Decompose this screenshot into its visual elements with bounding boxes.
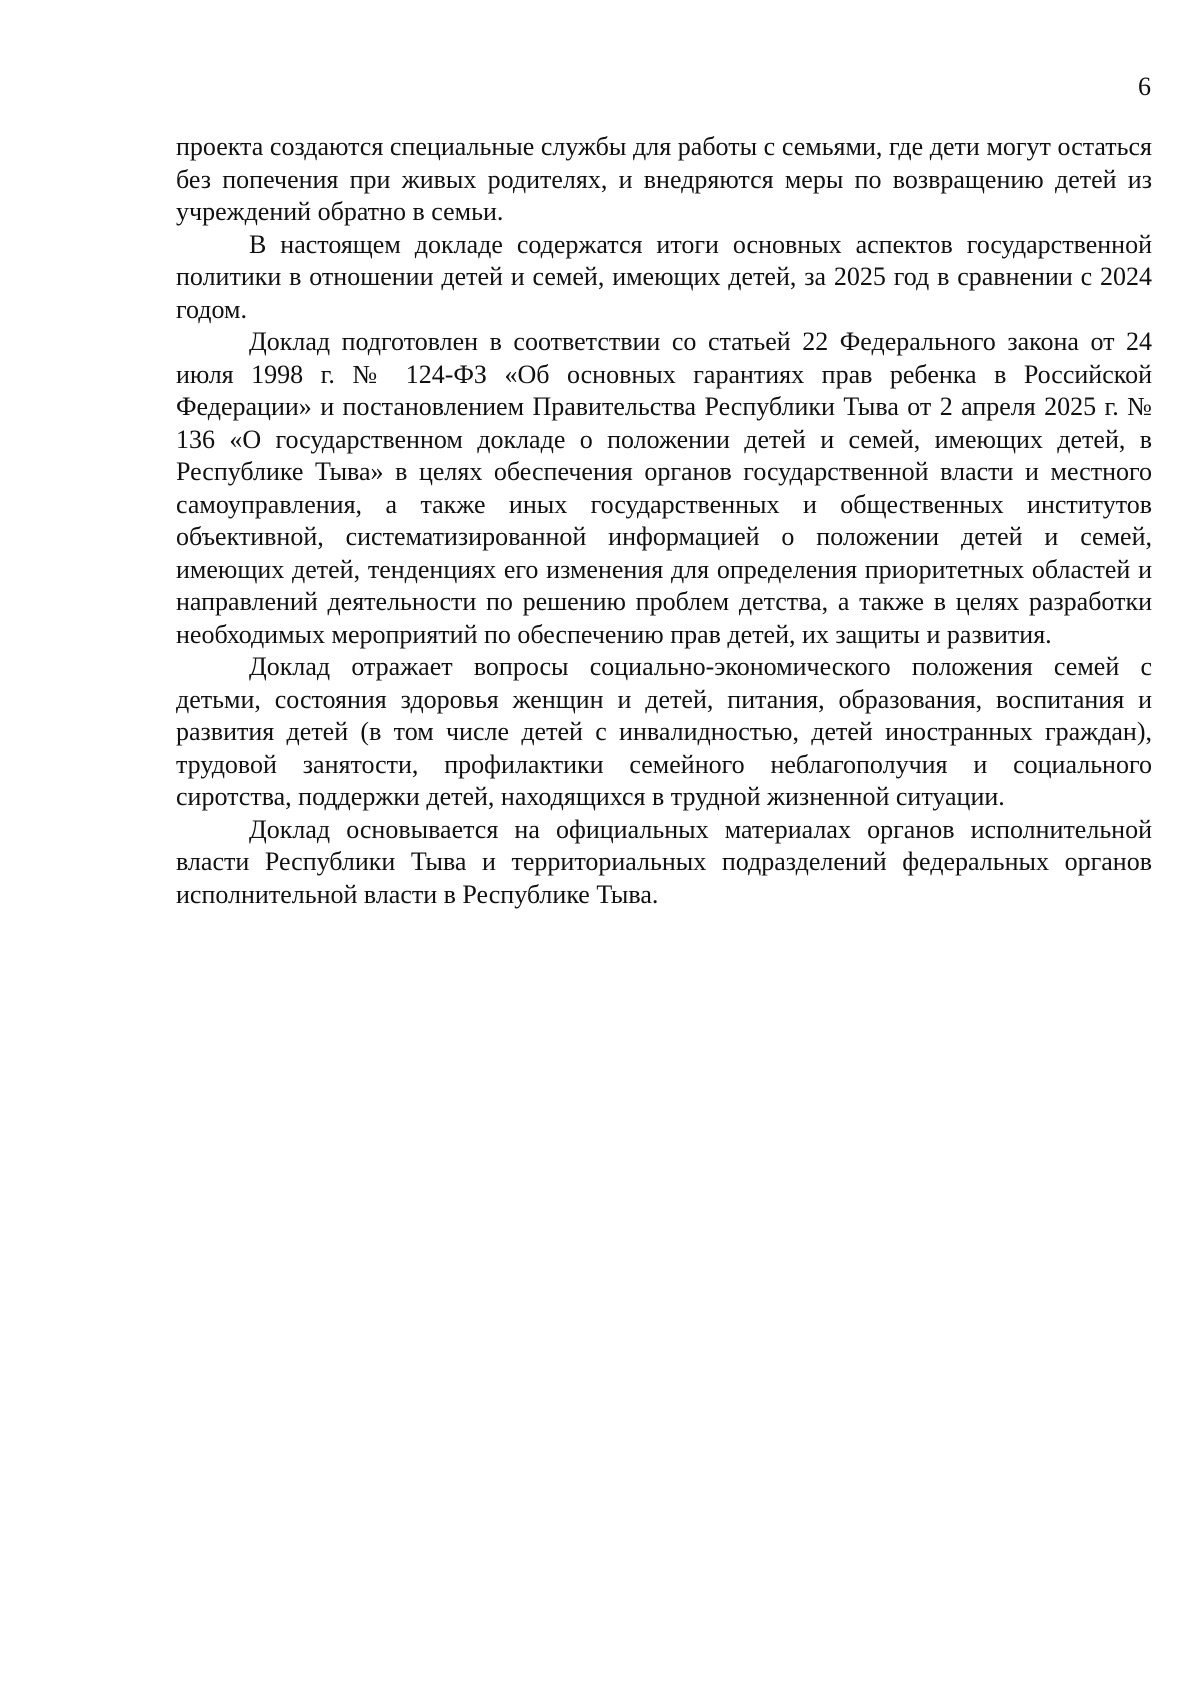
paragraph-continuation: проекта создаются специальные службы для работы с семьями, где дети могут остаться без попечения при живых родителях, и внедряются меры по возвращению детей из учреждений обратно в семьи. (176, 132, 1152, 226)
paragraph-report-contents: В настоящем докладе содержатся итоги основных аспектов государственной политики в отношении детей и семей, имеющих детей, за 2025 год в сравнении с 2024 годом. (176, 229, 1152, 324)
paragraph-legal-basis: Доклад подготовлен в соответствии со статьей 22 Федерального закона от 24 июля 1998 г. № 124-ФЗ «Об основных гарантиях прав ребенка в Российской Федерации» и постановлением Правительства Республики Тыва от 2 апреля 2025 г. № 136 «О государственном докладе о положении детей и семей, имеющих детей, в Республике Тыва» в целях обеспечения органов государственной власти и местного самоуправления, а также иных государственных и общественных институтов объективной, систематизированной информацией о положении детей и семей, имеющих детей, тенденциях его изменения для определения приоритетных областей и направлений деятельности по решению проблем детства, а также в целях разработки необходимых мероприятий по обеспечению прав детей, их защиты и развития. (176, 327, 1152, 649)
paragraph-report-topics: Доклад отражает вопросы социально-экономического положения семей с детьми, состояния здоровья женщин и детей, питания, образования, воспитания и развития детей (в том числе детей с инвалидностью, детей иностранных граждан), трудовой занятости, профилактики семейного неблагополучия и социального сиротства, поддержки детей, находящихся в трудной жизненной ситуации. (176, 652, 1152, 811)
document-body (176, 131, 1152, 911)
paragraph-sources: Доклад основывается на официальных материалах органов исполнительной власти Республики Тыва и территориальных подразделений федеральных органов исполнительной власти в Республике Тыва. (176, 814, 1152, 909)
page-number: 6 (1138, 72, 1151, 101)
